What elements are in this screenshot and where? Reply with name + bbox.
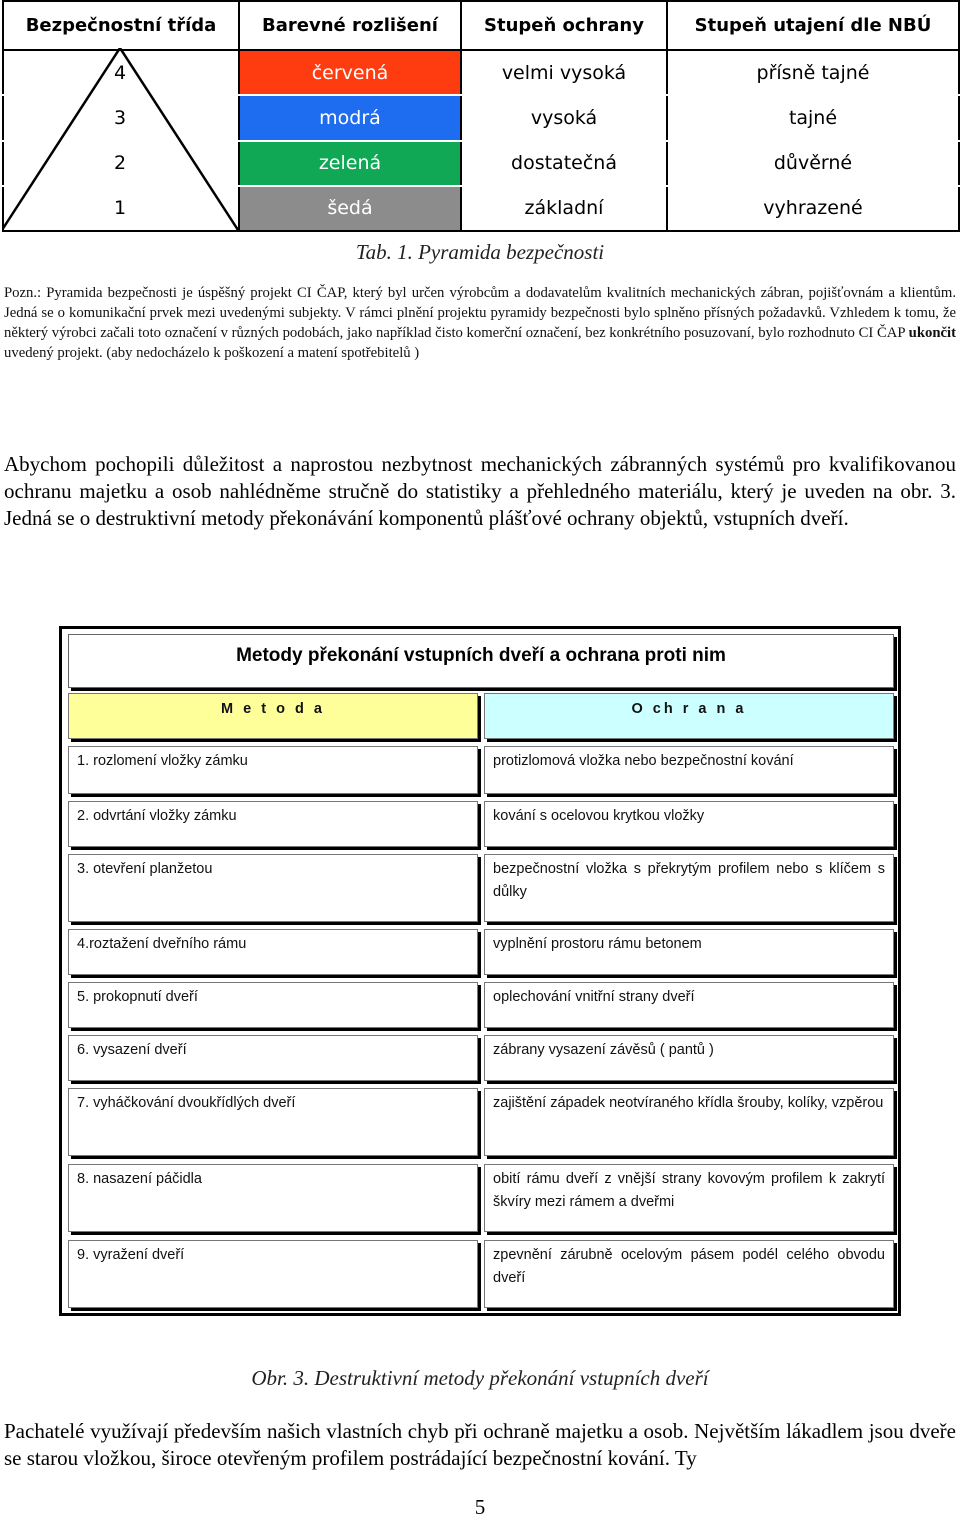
level-number: 2: [113, 152, 127, 174]
header-security-class: Bezpečnostní třída: [3, 1, 239, 50]
methods-title-box: [68, 634, 894, 688]
level-number: 4: [113, 62, 127, 84]
header-color: Barevné rozlišení: [239, 1, 461, 50]
methods-title: Metody překonání vstupních dveří a ochrana proti nim: [236, 645, 726, 666]
method-cell: 6. vysazení dveří: [68, 1035, 478, 1081]
protection-cell: bezpečnostní vložka s překrytým profilem nebo s klíčem s důlky: [484, 854, 894, 922]
secrecy-cell: vyhrazené: [667, 186, 959, 231]
protection-cell: dostatečná: [461, 141, 667, 186]
table-caption: Tab. 1. Pyramida bezpečnosti: [355, 240, 605, 264]
body-paragraph-2: Pachatelé využívají především našich vlastních chyb při ochraně majetku a osob. Největším lákadlem jsou dveře se starou vložkou, široce otevřeným profilem postrádající bezpečnostní kování. Ty: [4, 1419, 956, 1470]
method-cell: 7. vyháčkování dvoukřídlých dveří: [68, 1088, 478, 1156]
level-number: 1: [113, 197, 127, 219]
note-text: Pozn.: Pyramida bezpečnosti je úspěšný projekt CI ČAP, který byl určen výrobcům a dodavatelům kvalitních mechanických zábran, pojišťovnám a klientům. Jedná se o komunikační prvek mezi uvedenými subjekty. V rámci plnění projektu pyramidy bezpečnosti bylo splněno přísných požadavků. Vzhledem k tomu, že některý výrobci začali toto označení v různých podobách, jako například čisto komerční označení, bez konkrétního posuzovaní, bylo rozhodnuto CI ČAP: [4, 285, 956, 341]
page-number: 5: [474, 1495, 486, 1519]
note-paragraph: [4, 283, 956, 363]
protection-cell: zpevnění zárubně ocelovým pásem podél celého obvodu dveří: [484, 1240, 894, 1308]
header-method: M e t o d a: [68, 693, 478, 739]
protection-cell: velmi vysoká: [461, 50, 667, 95]
protection-cell: oplechování vnitřní strany dveří: [484, 982, 894, 1028]
secrecy-cell: přísně tajné: [667, 50, 959, 95]
body-paragraph-1: Abychom pochopili důležitost a naprostou nezbytnost mechanických zábranných systémů pro kvalifikovanou ochranu majetku a osob nahlédněme stručně do statistiky a přehledného materiálu, který je uveden na obr. 3. Jedná se o destruktivní metody překonávání komponentů plášťové ochrany objektů, vstupních dveří.: [4, 452, 956, 530]
method-cell: 2. odvrtání vložky zámku: [68, 801, 478, 847]
protection-cell: zajištění západek neotvíraného křídla šrouby, kolíky, vzpěrou: [484, 1088, 894, 1156]
header-secrecy: Stupeň utajení dle NBÚ: [667, 1, 959, 50]
security-pyramid-table: [2, 0, 958, 232]
secrecy-cell: tajné: [667, 95, 959, 140]
protection-cell: zábrany vysazení závěsů ( pantů ): [484, 1035, 894, 1081]
secrecy-cell: důvěrné: [667, 141, 959, 186]
figure-caption: Obr. 3. Destruktivní metody překonání vstupních dveří: [251, 1366, 709, 1390]
method-cell: 3. otevření planžetou: [68, 854, 478, 922]
method-cell: 1. rozlomení vložky zámku: [68, 746, 478, 794]
color-cell: šedá: [239, 186, 461, 231]
color-cell: zelená: [239, 141, 461, 186]
methods-table: [59, 626, 901, 1316]
protection-cell: vysoká: [461, 95, 667, 140]
protection-cell: obití rámu dveří z vnější strany kovovým profilem k zakrytí škvíry mezi rámem a dveřmi: [484, 1164, 894, 1232]
header-protection: Stupeň ochrany: [461, 1, 667, 50]
protection-cell: základní: [461, 186, 667, 231]
note-bold: ukončit: [908, 325, 956, 341]
method-cell: 8. nasazení páčidla: [68, 1164, 478, 1232]
protection-cell: kování s ocelovou krytkou vložky: [484, 801, 894, 847]
color-cell: červená: [239, 50, 461, 95]
note-text-end: uvedený projekt. (aby nedocházelo k poškození a matení spotřebitelů ): [4, 345, 420, 361]
protection-cell: vyplnění prostoru rámu betonem: [484, 929, 894, 975]
method-cell: 9. vyražení dveří: [68, 1240, 478, 1308]
security-header-row: [3, 1, 959, 50]
protection-cell: protizlomová vložka nebo bezpečnostní kování: [484, 746, 894, 794]
method-cell: 4.roztažení dveřního rámu: [68, 929, 478, 975]
header-protection: O ch r a n a: [484, 693, 894, 739]
method-cell: 5. prokopnutí dveří: [68, 982, 478, 1028]
level-number: 3: [113, 107, 127, 129]
color-cell: modrá: [239, 95, 461, 140]
